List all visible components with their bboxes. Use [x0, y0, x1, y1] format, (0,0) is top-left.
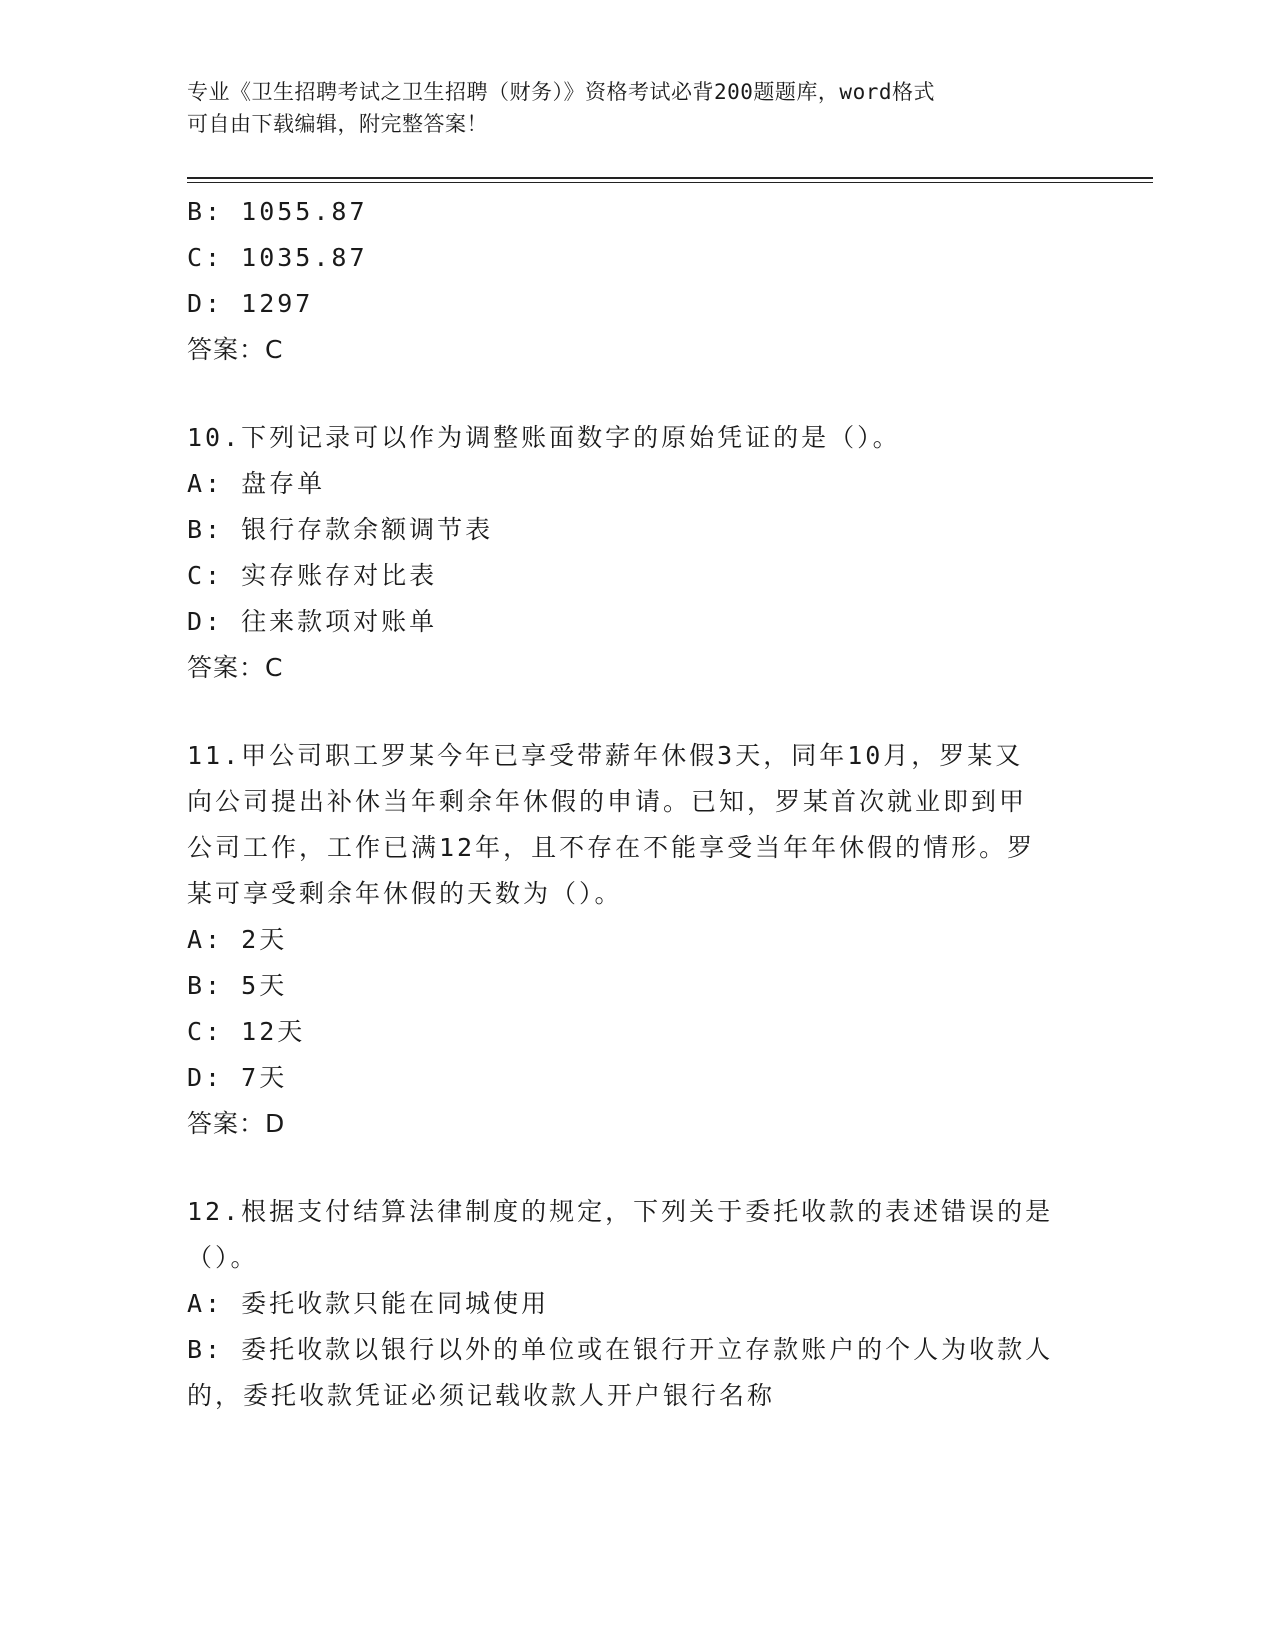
- option-c: C: 1035.87: [187, 243, 368, 272]
- option-d: D: 7天: [187, 1063, 288, 1092]
- option-b: B: 1055.87: [187, 197, 368, 226]
- option-b: B: 银行存款余额调节表: [187, 515, 494, 544]
- question-stem-line: 某可享受剩余年休假的天数为（）。: [187, 879, 623, 908]
- question-stem-line: 12.根据支付结算法律制度的规定，下列关于委托收款的表述错误的是: [187, 1197, 1054, 1226]
- header-divider-thick: [187, 177, 1153, 179]
- question-11: [187, 733, 1087, 1147]
- question-12: [187, 1189, 1087, 1419]
- option-b: B: 5天: [187, 971, 288, 1000]
- question-stem-line: 公司工作，工作已满12年，且不存在不能享受当年年休假的情形。罗: [187, 833, 1036, 862]
- option-b-line: B: 委托收款以银行以外的单位或在银行开立存款账户的个人为收款人: [187, 1335, 1054, 1364]
- option-b-line: 的，委托收款凭证必须记载收款人开户银行名称: [187, 1381, 776, 1410]
- question-fragment: [187, 189, 1087, 373]
- header-title-line-2: 可自由下载编辑，附完整答案！: [187, 112, 488, 136]
- header-divider-thin: [187, 182, 1153, 183]
- question-stem: 10.下列记录可以作为调整账面数字的原始凭证的是（）。: [187, 423, 901, 452]
- question-stem-line: 向公司提出补休当年剩余年休假的申请。已知，罗某首次就业即到甲: [187, 787, 1028, 816]
- answer-line: 答案：C: [187, 335, 284, 364]
- header-title-line-1: 专业《卫生招聘考试之卫生招聘（财务）》资格考试必背200题题库，word格式: [187, 80, 935, 104]
- option-d: D: 1297: [187, 289, 314, 318]
- answer-line: 答案：D: [187, 1109, 286, 1138]
- question-stem-line: 11.甲公司职工罗某今年已享受带薪年休假3天，同年10月，罗某又: [187, 741, 1024, 770]
- answer-line: 答案：C: [187, 653, 284, 682]
- option-a: A: 盘存单: [187, 469, 326, 498]
- option-a: A: 委托收款只能在同城使用: [187, 1289, 550, 1318]
- question-stem-line: （）。: [187, 1243, 259, 1272]
- page-header: [187, 76, 1087, 140]
- option-c: C: 实存账存对比表: [187, 561, 438, 590]
- question-10: [187, 415, 1087, 691]
- option-d: D: 往来款项对账单: [187, 607, 438, 636]
- option-c: C: 12天: [187, 1017, 306, 1046]
- question-content: [187, 189, 1087, 1419]
- option-a: A: 2天: [187, 925, 288, 954]
